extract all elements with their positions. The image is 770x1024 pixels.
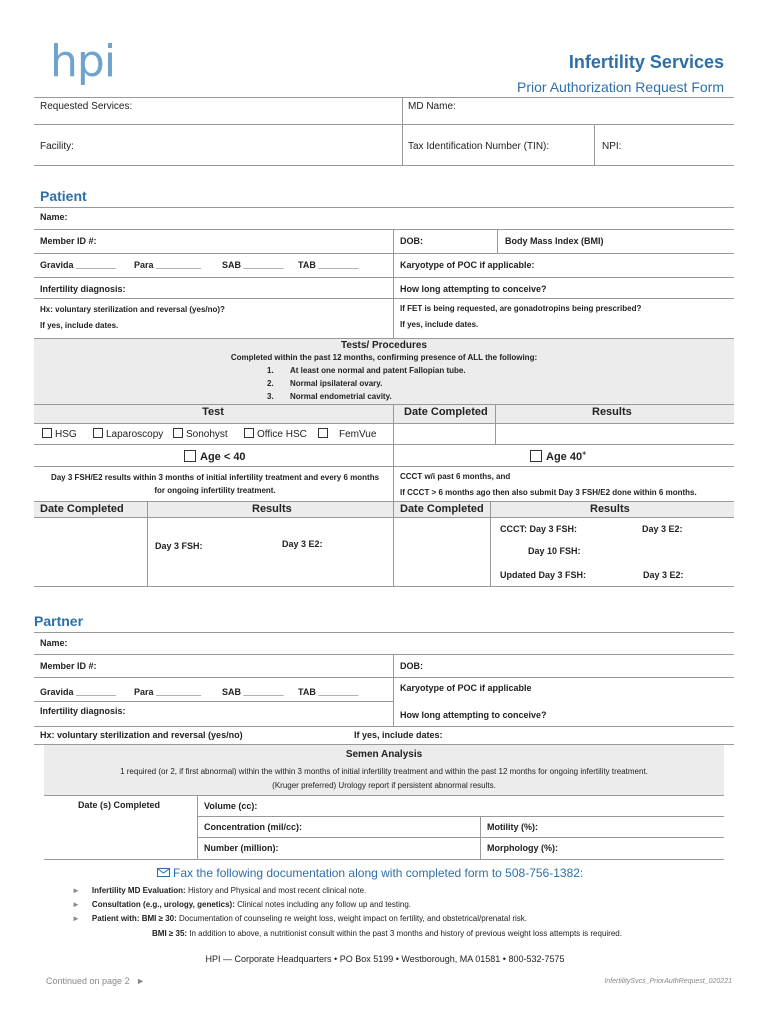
femvue-checkbox[interactable] [318, 428, 328, 438]
partner-para: Para _________ [134, 687, 202, 697]
over-40-desc-1: CCCT w/i past 6 months, and [400, 472, 511, 481]
fax-text: Fax the following documentation along with completed form to 508-756-1382: [173, 866, 584, 880]
fax-bmi35-text: In addition to above, a nutritionist consult within the past 3 months and history of previous weight loss attempts is required. [187, 929, 622, 938]
fax-item-4 [152, 929, 622, 938]
semen-heading: Semen Analysis [345, 749, 423, 760]
patient-para: Para _________ [134, 260, 202, 270]
age-40-plus-checkbox[interactable] [530, 450, 542, 462]
patient-how-long-label: How long attempting to conceive? [400, 284, 547, 294]
arrow-right-icon: ► [136, 976, 146, 986]
fax-item-3-bold: Patient with: BMI ≥ 30: [91, 914, 177, 923]
fax-item-2-bold: Consultation (e.g., urology, genetics): [91, 900, 235, 909]
partner-hx-label: Hx: voluntary sterilization and reversal (yes/no) [40, 730, 243, 740]
office-hsc-checkbox[interactable] [244, 428, 254, 438]
laparoscopy-label: Laparoscopy [106, 429, 164, 440]
form-title: Infertility Services [568, 52, 724, 72]
fax-item-2-text: Clinical notes including any follow up and testing. [234, 900, 411, 909]
patient-heading: Patient [40, 188, 87, 204]
facility-label: Facility: [40, 141, 74, 152]
patient-fet-label: If FET is being requested, are gonadotropins being prescribed? [400, 304, 642, 313]
arrow-bullet-icon: ► [72, 900, 80, 909]
continued-note [46, 976, 145, 986]
age-under-40-checkbox[interactable] [184, 450, 196, 462]
over-40-desc-2: If CCCT > 6 months ago then also submit Day 3 FSH/E2 done within 6 months. [400, 488, 697, 497]
continued-text: Continued on page 2 [46, 976, 130, 986]
fax-item-3-text: Documentation of counseling re weight loss, weight impact on fertility, and obstetrical/prenatal risk. [176, 914, 528, 923]
option-femvue[interactable] [318, 428, 376, 440]
tests-item-1: At least one normal and patent Fallopian tube. [290, 366, 466, 375]
motility-label: Motility (%): [487, 822, 538, 832]
under-40-date-completed: Date Completed [40, 503, 124, 515]
footer-address: HPI — Corporate Headquarters • PO Box 5199 • Westborough, MA 01581 • 800-532-7575 [205, 954, 565, 964]
col-results: Results [592, 406, 632, 418]
laparoscopy-checkbox[interactable] [93, 428, 103, 438]
partner-if-yes-label: If yes, include dates: [354, 730, 443, 740]
option-sonohyst[interactable] [173, 428, 228, 440]
tests-intro: Completed within the past 12 months, confirming presence of ALL the following: [230, 353, 538, 362]
arrow-bullet-icon: ► [72, 914, 80, 923]
fax-line [157, 866, 583, 880]
partner-member-id-label: Member ID #: [40, 661, 97, 671]
patient-tab: TAB ________ [298, 260, 359, 270]
fax-item-3 [72, 914, 527, 923]
partner-heading: Partner [34, 613, 84, 629]
form-subtitle: Prior Authorization Request Form [517, 79, 724, 95]
under-40-results: Results [252, 503, 292, 515]
partner-sab: SAB ________ [222, 687, 284, 697]
form-code: InfertilitySvcs_PriorAuthRequest_020221 [604, 978, 732, 985]
patient-karyotype-label: Karyotype of POC if applicable: [400, 260, 535, 270]
requested-services-label: Requested Services: [40, 101, 133, 112]
hpi-logo: hpi [50, 36, 116, 87]
number-label: Number (million): [204, 843, 279, 853]
age-under-40-label: Age < 40 [200, 451, 246, 463]
tests-item-3: Normal endometrial cavity. [290, 392, 392, 401]
sonohyst-checkbox[interactable] [173, 428, 183, 438]
day3-fsh-label: Day 3 FSH: [155, 541, 203, 551]
ccct-day3-e2-label: Day 3 E2: [642, 524, 683, 534]
partner-name-label: Name: [40, 638, 68, 648]
femvue-label: FemVue [339, 429, 377, 440]
option-office-hsc[interactable] [244, 428, 307, 440]
morphology-label: Morphology (%): [487, 843, 558, 853]
col-test: Test [202, 406, 224, 418]
patient-infertility-dx-label: Infertility diagnosis: [40, 284, 126, 294]
patient-member-id-label: Member ID #: [40, 236, 97, 246]
partner-karyotype-label: Karyotype of POC if applicable [400, 683, 532, 693]
option-laparoscopy[interactable] [93, 428, 163, 440]
col-date-completed: Date Completed [404, 406, 488, 418]
tests-heading: Tests/ Procedures [341, 340, 427, 351]
tests-item-2-num: 2. [267, 379, 274, 388]
patient-if-yes-dates: If yes, include dates. [40, 321, 119, 330]
fax-item-1-text: History and Physical and most recent clinical note. [185, 886, 367, 895]
ccct-day3-fsh-label: CCCT: Day 3 FSH: [500, 524, 578, 534]
tests-item-2: Normal ipsilateral ovary. [290, 379, 383, 388]
fax-item-1-bold: Infertility MD Evaluation: [91, 886, 186, 895]
office-hsc-label: Office HSC [257, 429, 307, 440]
patient-hx-label: Hx: voluntary sterilization and reversal (yes/no)? [40, 305, 225, 314]
partner-gravida: Gravida ________ [40, 687, 117, 697]
concentration-label: Concentration (mil/cc): [204, 822, 303, 832]
semen-desc-1: 1 required (or 2, if first abnormal) within the within 3 months of initial infertility treatment and within the past 12 months for ongoing infertility treatment. [120, 767, 648, 776]
under-40-desc: Day 3 FSH/E2 results within 3 months of initial infertility treatment and every 6 months for ongoing infertility treatment. [50, 473, 380, 495]
md-name-label: MD Name: [408, 101, 456, 112]
envelope-icon [157, 868, 170, 877]
age-40-plus-label: Age 40 [546, 451, 583, 463]
partner-how-long-label: How long attempting to conceive? [400, 710, 547, 720]
fax-item-2 [72, 900, 411, 909]
updated-day3-e2-label: Day 3 E2: [643, 570, 684, 580]
fax-bmi35-bold: BMI ≥ 35: [152, 929, 188, 938]
npi-label: NPI: [602, 141, 622, 152]
patient-fet-if-yes-dates: If yes, include dates. [400, 320, 479, 329]
arrow-bullet-icon: ► [72, 886, 80, 895]
partner-dob-label: DOB: [400, 661, 423, 671]
semen-date-label: Date (s) Completed [78, 800, 161, 810]
semen-desc-2: (Kruger preferred) Urology report if persistent abnormal results. [272, 781, 496, 790]
tests-item-3-num: 3. [267, 392, 274, 401]
age-40-plus-sup: + [582, 450, 587, 458]
fax-item-1 [72, 886, 366, 895]
tin-label: Tax Identification Number (TIN): [408, 141, 550, 152]
day3-e2-label: Day 3 E2: [282, 539, 323, 549]
patient-bmi-label: Body Mass Index (BMI) [505, 236, 604, 246]
patient-name-label: Name: [40, 212, 68, 222]
volume-label: Volume (cc): [204, 801, 258, 811]
over-40-date-completed: Date Completed [400, 503, 484, 515]
tests-item-1-num: 1. [267, 366, 274, 375]
patient-gravida: Gravida ________ [40, 260, 117, 270]
sonohyst-label: Sonohyst [186, 429, 228, 440]
age-under-40[interactable] [184, 450, 246, 463]
day10-fsh-label: Day 10 FSH: [528, 546, 581, 556]
option-hsg[interactable] [42, 428, 77, 440]
patient-dob-label: DOB: [400, 236, 423, 246]
hsg-checkbox[interactable] [42, 428, 52, 438]
patient-sab: SAB ________ [222, 260, 284, 270]
over-40-results: Results [590, 503, 630, 515]
partner-tab: TAB ________ [298, 687, 359, 697]
age-40-plus[interactable] [530, 450, 586, 463]
hsg-label: HSG [55, 429, 77, 440]
updated-day3-fsh-label: Updated Day 3 FSH: [500, 570, 587, 580]
partner-infertility-dx-label: Infertility diagnosis: [40, 706, 126, 716]
